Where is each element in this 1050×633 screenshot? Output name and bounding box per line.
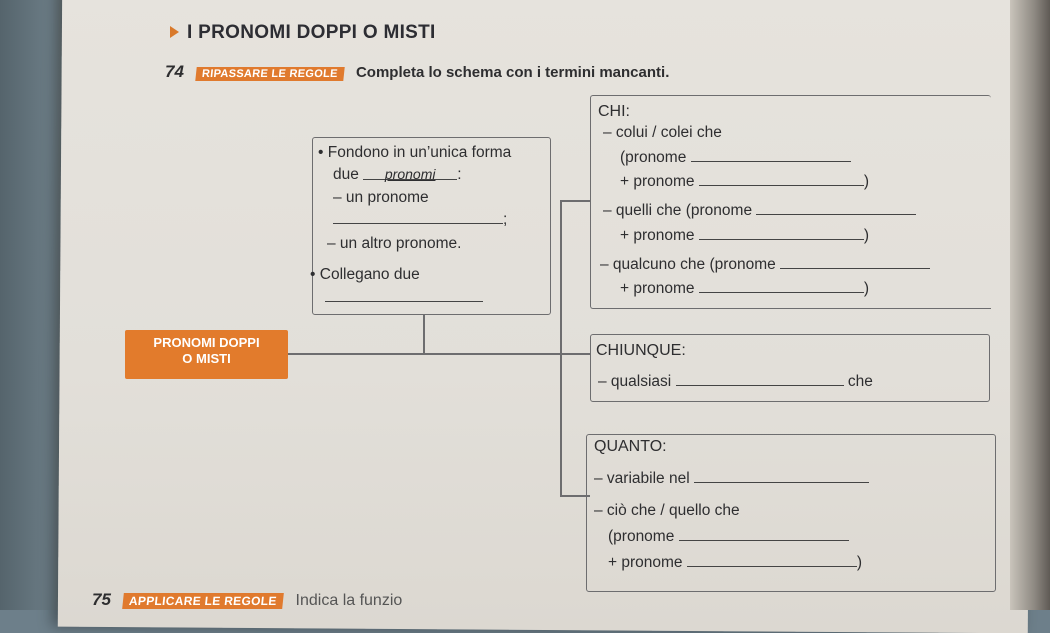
chi-line-2 — [620, 148, 851, 167]
center-label-line2: O MISTI — [182, 351, 231, 366]
chi-line-6-text: – qualcuno che (pronome — [600, 256, 776, 273]
quanto-line-1 — [594, 469, 869, 488]
chi-line-3-text: + pronome — [620, 173, 695, 190]
chi-line-7-close: ) — [863, 280, 870, 297]
handwritten-answer: pronomi — [384, 166, 436, 182]
center-label — [125, 330, 288, 379]
next-exercise-tag: APPLICARE LE REGOLE — [123, 593, 284, 609]
center-label-line1: PRONOMI DOPPI — [153, 335, 260, 350]
next-exercise — [92, 590, 402, 610]
left-item-un-pronome: – un pronome — [333, 189, 429, 206]
connector-left-box — [423, 314, 425, 354]
left-item-altro: – un altro pronome. — [327, 235, 462, 252]
left-bullet-2 — [310, 266, 420, 284]
chi-line-2-text: (pronome — [620, 149, 687, 166]
chi-line-3 — [620, 172, 869, 191]
exercise-number: 74 — [165, 62, 184, 81]
answer-blank-chi-6[interactable] — [699, 279, 864, 293]
chiunque-line-1-text: – qualsiasi — [598, 373, 672, 390]
left-bullet-2-text: Collegano due — [319, 266, 420, 283]
page-edge-shadow — [1010, 0, 1050, 610]
answer-blank-1[interactable] — [333, 210, 503, 224]
exercise-tag: RIPASSARE LE REGOLE — [195, 67, 344, 81]
chi-line-1: – colui / colei che — [603, 124, 722, 141]
chi-title: CHI: — [598, 103, 630, 120]
left-colon: : — [457, 166, 462, 183]
left-due-text: due — [333, 166, 359, 183]
quanto-line-4 — [608, 553, 862, 572]
chiunque-line-1-end: che — [847, 373, 873, 390]
chi-line-6 — [600, 255, 930, 274]
answer-blank-chi-2[interactable] — [699, 172, 864, 186]
quanto-line-2: – ciò che / quello che — [594, 502, 740, 519]
chiunque-title: CHIUNQUE: — [596, 342, 686, 359]
bullet-dot-icon: • — [318, 144, 324, 161]
chi-line-4-text: – quelli che (pronome — [603, 202, 753, 219]
answer-blank-chi-4[interactable] — [699, 226, 864, 240]
connector-chiunque — [578, 353, 590, 355]
chi-line-7-text: + pronome — [620, 280, 695, 297]
answer-blank-quanto-3[interactable] — [687, 553, 857, 567]
connector-chi — [560, 200, 590, 202]
chi-line-7 — [620, 279, 869, 298]
connector-vertical — [560, 200, 562, 496]
answer-blank-chi-5[interactable] — [780, 255, 930, 269]
quanto-line-4-close: ) — [856, 554, 863, 571]
answer-blank-chi-1[interactable] — [691, 148, 851, 162]
left-blank-row — [325, 288, 483, 307]
exercise-instruction: Completa lo schema con i termini mancanti. — [355, 64, 670, 81]
section-title — [170, 22, 436, 44]
answer-blank-quanto-1[interactable] — [694, 469, 869, 483]
quanto-line-3-text: (pronome — [608, 528, 675, 545]
quanto-line-4-text: + pronome — [608, 554, 683, 571]
answer-blank-chi-3[interactable] — [756, 201, 916, 215]
left-item-blank — [333, 210, 507, 229]
connector-main — [288, 353, 590, 355]
section-title-text: I PRONOMI DOPPI O MISTI — [187, 22, 436, 43]
chi-line-3-close: ) — [863, 173, 870, 190]
triangle-bullet-icon — [170, 26, 179, 38]
left-bullet-1 — [318, 144, 511, 162]
chi-line-5-close: ) — [863, 227, 870, 244]
left-bullet-1-line2 — [333, 166, 462, 184]
next-exercise-text: Indica la funzio — [295, 592, 403, 609]
quanto-title: QUANTO: — [594, 438, 667, 455]
chi-line-4 — [603, 201, 916, 220]
chiunque-line-1 — [598, 372, 873, 391]
chi-line-5 — [620, 226, 869, 245]
bullet-dot-icon: • — [310, 266, 316, 283]
quanto-line-3 — [608, 527, 849, 546]
next-exercise-number: 75 — [92, 590, 111, 609]
answer-blank-pronomi[interactable] — [363, 166, 457, 180]
quanto-line-1-text: – variabile nel — [594, 470, 690, 487]
answer-blank-2[interactable] — [325, 288, 483, 302]
answer-blank-chiunque[interactable] — [676, 372, 844, 386]
chi-line-5-text: + pronome — [620, 227, 695, 244]
exercise-header — [165, 62, 669, 82]
left-bullet-1-text: Fondono in un’unica forma — [327, 144, 512, 161]
answer-blank-quanto-2[interactable] — [679, 527, 849, 541]
left-semicolon: ; — [503, 211, 508, 228]
